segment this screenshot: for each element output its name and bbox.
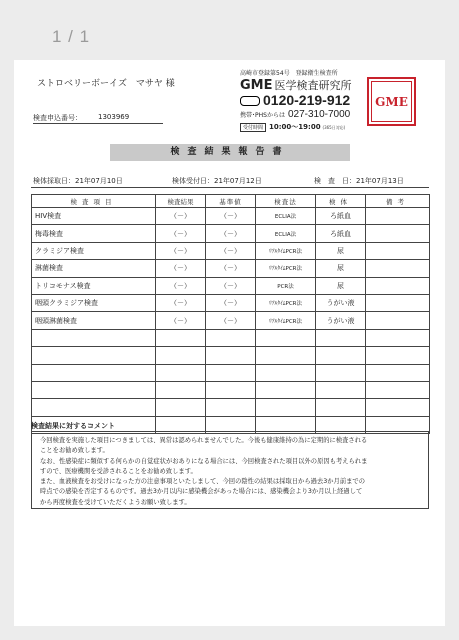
table-row	[32, 260, 430, 277]
comment-line: なお、性感染症に類似する何らかの自覚症状がおありになる場合には、今回検査された項目以外の原因も考えられま	[40, 457, 368, 465]
cell-result: （－）	[156, 225, 206, 242]
cell-test-item	[32, 329, 156, 346]
comment-line: 時点での感染を否定するものです。過去3か月以内に感染機会があった場合には、感染機会より3か月以上経過して	[40, 488, 363, 496]
cell-specimen: 尿	[316, 242, 366, 259]
cell-specimen: ろ紙血	[316, 225, 366, 242]
received-date: 検体受付日：21年07月12日	[172, 177, 262, 185]
cell-test-item	[32, 347, 156, 364]
cell-specimen	[316, 399, 366, 416]
table-row	[32, 277, 430, 294]
cell-method: ﾘｱﾙﾀｲﾑPCR法	[256, 260, 316, 277]
cell-method	[256, 399, 316, 416]
table-row	[32, 294, 430, 311]
cell-result: （－）	[156, 277, 206, 294]
cell-reference	[206, 381, 256, 398]
cell-result	[156, 364, 206, 381]
free-dial-icon	[240, 96, 260, 106]
cell-remarks	[366, 364, 430, 381]
cell-remarks	[366, 294, 430, 311]
cell-method	[256, 381, 316, 398]
hours-note: (365日対応)	[322, 125, 346, 130]
table-row	[32, 312, 430, 329]
header-remarks: 備考	[366, 195, 430, 208]
report-title: 検査結果報告書	[110, 144, 350, 161]
cell-method: ECLIA法	[256, 208, 316, 225]
cell-method: ECLIA法	[256, 225, 316, 242]
cell-specimen	[316, 364, 366, 381]
cell-test-item	[32, 364, 156, 381]
lab-registration: 高崎市登録第54号 登録衛生検査所	[240, 70, 338, 77]
comment-box	[31, 431, 429, 509]
cell-remarks	[366, 329, 430, 346]
cell-test-item: クラミジア検査	[32, 242, 156, 259]
cell-result: （－）	[156, 312, 206, 329]
comment-line: また、血液検査をお受けになった方の注意事項といたしまして、今回の陰性の結果は採取日から過去3か月前までの	[40, 478, 366, 486]
hours-value: 10:00～19:00	[269, 123, 321, 131]
cell-reference	[206, 399, 256, 416]
cell-test-item: HIV検査	[32, 208, 156, 225]
table-row	[32, 381, 430, 398]
cell-result: （－）	[156, 242, 206, 259]
table-row	[32, 208, 430, 225]
comment-line: から再度検査を受けていただくようお願い致します。	[40, 498, 191, 506]
comment-line: ことをお勧め致します。	[40, 447, 109, 455]
cell-test-item: 淋菌検査	[32, 260, 156, 277]
cell-result: （－）	[156, 260, 206, 277]
page-indicator: 1 / 1	[52, 27, 91, 46]
cell-specimen	[316, 329, 366, 346]
lab-name-text: 医学検査研究所	[274, 79, 352, 92]
table-row	[32, 225, 430, 242]
cell-reference	[206, 364, 256, 381]
header-result: 検査結果	[156, 195, 206, 208]
cell-specimen: 尿	[316, 260, 366, 277]
cell-specimen: 尿	[316, 277, 366, 294]
cell-specimen	[316, 381, 366, 398]
header-method: 検査法	[256, 195, 316, 208]
cell-method: ﾘｱﾙﾀｲﾑPCR法	[256, 294, 316, 311]
cell-test-item	[32, 399, 156, 416]
cell-method	[256, 329, 316, 346]
table-row	[32, 242, 430, 259]
cell-remarks	[366, 399, 430, 416]
cell-result	[156, 399, 206, 416]
cell-result: （－）	[156, 294, 206, 311]
cell-reference: （－）	[206, 294, 256, 311]
table-row	[32, 347, 430, 364]
cell-specimen	[316, 347, 366, 364]
cell-method: ﾘｱﾙﾀｲﾑPCR法	[256, 312, 316, 329]
cell-reference	[206, 347, 256, 364]
cell-specimen: うがい液	[316, 312, 366, 329]
cell-remarks	[366, 381, 430, 398]
cell-test-item: トリコモナス検査	[32, 277, 156, 294]
cell-reference: （－）	[206, 225, 256, 242]
table-row	[32, 364, 430, 381]
cell-remarks	[366, 225, 430, 242]
hours-badge: 受付時間	[240, 123, 266, 132]
cell-reference: （－）	[206, 260, 256, 277]
cell-remarks	[366, 312, 430, 329]
table-header-row	[32, 195, 430, 208]
header-specimen: 検体	[316, 195, 366, 208]
cell-test-item: 咽頭クラミジア検査	[32, 294, 156, 311]
business-hours	[240, 122, 345, 132]
cell-method: PCR法	[256, 277, 316, 294]
cell-result: （－）	[156, 208, 206, 225]
application-number-value: 1303969	[98, 113, 130, 121]
free-phone	[240, 92, 350, 108]
cell-reference: （－）	[206, 208, 256, 225]
seal-text: GME	[371, 81, 412, 122]
cell-test-item: 梅毒検査	[32, 225, 156, 242]
cell-method	[256, 364, 316, 381]
table-row	[32, 399, 430, 416]
report-sheet	[14, 60, 445, 626]
cell-reference: （－）	[206, 312, 256, 329]
header-test-item: 検査項目	[32, 195, 156, 208]
cell-specimen: ろ紙血	[316, 208, 366, 225]
cell-remarks	[366, 242, 430, 259]
cell-result	[156, 347, 206, 364]
sampled-date: 検体採取日：21年07月10日	[33, 177, 123, 185]
test-date: 検 査 日：21年07月13日	[314, 177, 404, 185]
cell-reference	[206, 329, 256, 346]
cell-method: ﾘｱﾙﾀｲﾑPCR法	[256, 242, 316, 259]
cell-test-item	[32, 381, 156, 398]
addressee: ストロベリーボーイズ マサヤ 様	[37, 79, 175, 89]
cell-specimen: うがい液	[316, 294, 366, 311]
cell-result	[156, 381, 206, 398]
mobile-phone	[240, 109, 350, 120]
cell-test-item: 咽頭淋菌検査	[32, 312, 156, 329]
mobile-number: 027-310-7000	[287, 109, 351, 120]
cell-reference: （－）	[206, 242, 256, 259]
comment-label: 検査結果に対するコメント	[31, 422, 115, 430]
underline	[33, 123, 163, 124]
date-underline	[31, 187, 429, 188]
cell-remarks	[366, 208, 430, 225]
lab-brand: GME	[240, 78, 273, 93]
header-reference: 基準値	[206, 195, 256, 208]
application-number-label: 検査申込番号：	[33, 114, 82, 122]
comment-line: すので、医療機関を受診されることをお勧め致します。	[40, 467, 197, 475]
official-seal	[367, 77, 416, 126]
cell-result	[156, 329, 206, 346]
table-row	[32, 329, 430, 346]
cell-reference: （－）	[206, 277, 256, 294]
results-table	[31, 194, 430, 434]
comment-line: 今回検査を実施した項目につきましては、異常は認められませんでした。今後も健康維持の為に定期的に検査される	[40, 437, 368, 444]
lab-name	[240, 77, 352, 93]
cell-method	[256, 347, 316, 364]
mobile-label: 携帯･PHSからは	[240, 112, 285, 119]
cell-remarks	[366, 260, 430, 277]
free-phone-number: 0120-219-912	[263, 92, 351, 108]
cell-remarks	[366, 347, 430, 364]
cell-remarks	[366, 277, 430, 294]
